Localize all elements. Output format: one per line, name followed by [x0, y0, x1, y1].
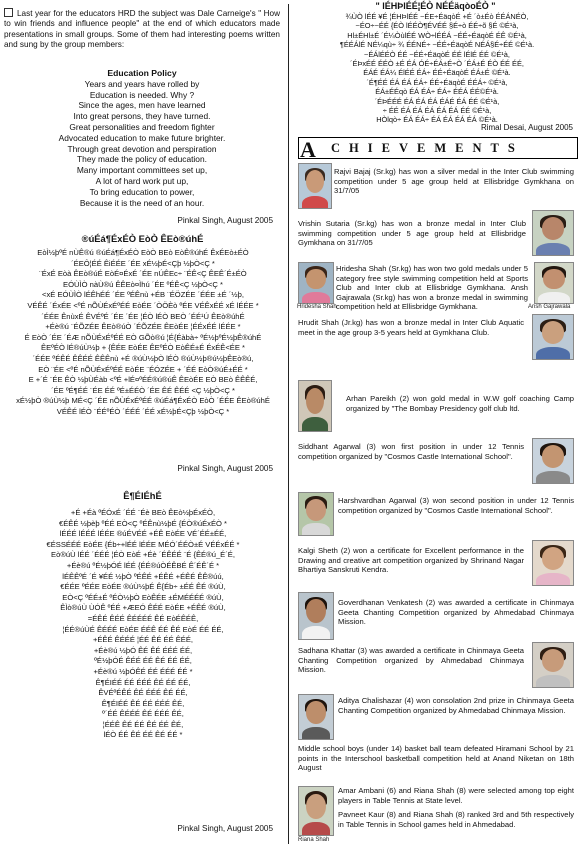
photo-caption: Riana Shah: [298, 837, 330, 843]
achievement-entry: Pavneet Kaur (8) and Riana Shah (8) ranked 3rd and 5th respectively in Table Tennis in School games held in Ahmedabad.: [338, 810, 574, 829]
hindi-line: +ÉÊÉ ÊÉÉÉ ¦ÉÉ ÊÉ ÉÉ ÊÉÉ,: [92, 635, 194, 645]
intro-text: Last year for the educators HRD the subject was Dale Carneige's " How to win friends and influence people" at the end of which educators made presentations in small groups. Some of them had interesting poems written and sung by the group members:: [4, 9, 280, 50]
gujarati-line: ¶ÉÉÁlÉ NÉ¼qù÷ ¾ ÉÉNÉ÷ ~ÉÉ÷ÉäqòÉ NÉÁ§É÷ÉÉ ©É¹à.: [339, 40, 535, 50]
hindi-line: ¦ÉÉÊ ÊÉ ÉÉ ÊÉ ÉÉ ÊÉ,: [102, 719, 184, 729]
hindi-line: ´ÉÉE ºÉÊÉ ÊÊÉÉ ÊÊÊnù +É ®úÙ½þÒ lÉÒ ®úÙ½þ®ú½þÊEò®ú,: [32, 353, 254, 363]
student-photo: [298, 262, 334, 304]
hindi-poem-body: [4, 248, 282, 418]
poem-line: Great personalities and freedom fighter: [69, 121, 215, 132]
poem-line: Through great devotion and perspiration: [67, 143, 217, 154]
poem-line: Education is needed. Why ?: [89, 89, 195, 100]
hindi-line: ´ÉE ºÉ¶ÉÉ ¨ÉE ÉÉ ºÉ±ÉÉÒ ´ÉE ÊÉ ÊÉÉ <Ç ½þÒ<Ç *: [51, 385, 235, 395]
hindi-line: EÒ ¨ÉE <ºÉ nÕÙÉxÉºÉÉ EòÉE ¨ÉÓZÉE + ´ÉÉ EòÒ®úÉ±ÉÉ *: [38, 364, 248, 374]
hindi-line: €ÉÉE ºÉÉE EòÉE ®úÙ½þÉ Ê{Éb÷ ±ÉÉ ÊÉ ®úÙ,: [60, 582, 226, 592]
right-column: [292, 0, 579, 849]
left-column: [0, 0, 285, 849]
hindi-line: ´ÉEÔ¦ÉÉ ÊiÉÉE ´ÉE xÉ½þÉ<Çþ ½þÒ<Ç *: [71, 258, 215, 268]
hindi-line: ºÉ½þÓÉ ÊÉÉ ÉÉ ÊÉ ÉÉ ÉÉ,: [94, 656, 192, 666]
hindi-line: É EòÒ ´ÉE ´ÉÆ nÕÙÉxÉºÉÉ EÒ GÕò®ú ¦É{Éàbà÷ ºÉ½þºÉ½þÊ®úhÉ: [24, 332, 262, 342]
poem-line: To bring education to power,: [89, 186, 195, 197]
hindi-line: +Éè®ú ½þÓ ÊÉ ÊÉ ÉÉÉ ÉÉ,: [93, 645, 193, 655]
gujarati-poem-signature: Rimal Desai, August 2005: [480, 123, 573, 132]
hindi-line: lÉÉÉ lÉÉÉ lÉÉE ®úÉVÉÉ +ÉÊ EòÉE VÉ´ÉÉ±ÉÉ,: [59, 529, 227, 539]
poem-line: Into great persons, they have turned.: [73, 111, 211, 122]
hindi-line: ÊEºÉÒ lÉ®úÙ½þ + {ÊÉE EòÉE ÊEºÉÒ EòÊÉ±É ÉxÉÊ<ÉE *: [41, 343, 245, 353]
hindi-line: ÊVÉºÉÊÉ ÊÉ ÉÉÉ ÊÉ ÉÉ,: [98, 688, 188, 698]
hindi-poem-signature: Pinkal Singh, August 2005: [177, 464, 273, 473]
student-photo: [532, 210, 574, 256]
hindi-line: +Éè®ú ½þÓÊÉ ÉÉ ÉÉÉ ÉÉ *: [93, 666, 193, 676]
poem-line: Many important committees set up,: [76, 165, 208, 176]
poem-line: Years and years have rolled by: [84, 78, 200, 89]
achievements-heading-rest: CHIEVEMENTS: [331, 141, 524, 155]
photo-caption: Ansh Gajrawala: [528, 304, 571, 310]
hindi-line: €ÉÊÉ ½þèþ ºÉÉ EÒ<Ç ºÉÊnù½þÉ {ÉÒ®úÉxÉÒ *: [59, 518, 227, 528]
student-photo: [534, 262, 574, 304]
hindi-line: Ê¶ÉIÉÉ ÊÉ ÉÉ ÉÉÉ ÊÉ,: [101, 698, 185, 708]
hindi-line: xÉ½þÒ ®úÙ½þ MÉ<Ç ´ÉE nÕÙÉxÉºÉÉ ®úÉá¶ÉxÉÒ EòÒ ´ÉÉE ÊEò®úhÉ: [16, 396, 270, 406]
hindi-line: ´ÉÉE ÊnùxÉ ÊVÉºÉ ´ÉE ´ÉE ¦ÉÒ lÉÒ BEÒ ´ÉÉ¹Ú ÊEò®úhÉ: [41, 311, 245, 321]
achievement-entry: Aditya Chalishazar (4) won consolation 2nd prize in Chinmaya Geeta Chanting Competition organized by Ahmedabad Chinmaya Mission.: [338, 696, 574, 715]
shikshan-poem-title: Ê¶ÉIÉhÉ: [123, 490, 162, 501]
gujarati-line: ~ÉÁlÉÉÒ ÉÉ ~ÉÉ÷ÉäqòÉ ÉÉ lÉlÉ ÉÉ ©É¹à,: [364, 49, 510, 59]
gujarati-poem-title: " lÉHÞlÉÉ¦ÉÒ NÉÉäqòoÉÒ ": [375, 1, 496, 11]
poem-line: Since the ages, men have learned: [78, 100, 206, 111]
hindi-line: Ê¶ÉIÉÉ ÉÉ ÉÉÉ ÊÉ ÉÉ ÉÉ,: [95, 677, 191, 687]
gujarati-line: ¾ÙÒ lÉÉ ¥É ¦ÉHÞlÉÉ ~ÉE÷ÉäqòÉ +É ´ò±Éò ÉÉÁNÉÒ,: [345, 12, 529, 21]
gujarati-line: ´É¶ÉÉ ÉÁ ÉÁ ÉÁ÷ ÉÉ÷ÉäqòÉ ÉÉÁ÷ ©É¹à,: [366, 77, 508, 87]
gujarati-line: ÉÁ±ÉÉqò ÉÁ ÉÁ÷ ÉÁ÷ ÉÉÁ ÉÉ©É¹à.: [375, 87, 499, 97]
achievement-entry: Amar Ambani (6) and Riana Shah (8) were selected among top eight players in Table Tennis at State level.: [338, 786, 574, 805]
gujarati-line: ~ÉO÷~ÉÉ {ÉÒ lÉÉÒ¶ÉVÉÉ §É÷ò ÉÉ÷õ §É ©É¹à,: [355, 21, 519, 31]
achievement-entry: Hridesha Shah (Sr.kg) has won two gold medals under 5 category free style swimming competition held at Sports Club and Inter club at Ellisbridge Gymkhana. Ansh Gajrawala (Sr.kg) has won a bronze medal in swimming competition held at Ellisbridge Gymkhana.: [336, 264, 528, 312]
hindi-line: +Éè®ú ºÉ½þÓÉ lÉÉ {ÉÉ®úÒÉÊBÉ Ê´ÉÊ´É *: [66, 560, 220, 570]
student-photo: [298, 380, 332, 432]
poem-line: Because it is the need of an hour.: [79, 197, 205, 208]
poem-title: Education Policy: [107, 68, 177, 78]
gujarati-poem-body: [300, 12, 574, 125]
student-photo: [532, 540, 574, 586]
achievement-entry: Kalgi Sheth (2) won a certificate for Excellent performance in the Drawing and creative art competition organized by Shrinand Nagar Bhartiya Sanskruti Kendra.: [298, 546, 524, 575]
poem-line: A lot of hard work put up,: [95, 175, 189, 186]
achievement-entry: Sadhana Khattar (3) was awarded a certificate in Chinmaya Geeta Chanting Competition organized by Ahmedabad Chinmaya Mission.: [298, 646, 524, 675]
achievement-entry: Harshvardhan Agarwal (3) won second position in under 12 Tennis competition organized by "Cosmos Castle International School".: [338, 496, 574, 515]
education-policy-poem: [4, 68, 280, 208]
student-photo: [298, 492, 334, 536]
hindi-line: +É +Éà ºÉÓxÉ ´ÉÉ ¨Éè BEò ÊEò½þÉxÉÒ,: [70, 508, 216, 517]
achievement-entry: Hrudit Shah (Jr.kg) has won a bronze medal in Inter Club Aquatic meet in the age group 3-5 years held at Gymkhana Club.: [298, 318, 524, 337]
photo-caption: Hridesha Shah: [297, 304, 337, 310]
hindi-line: EÓÙÌÒ nàÙ®ú ÊÊEò¤Ìhú ´ÉE ºÉÊ<Ç ½þÒ<Ç *: [63, 279, 223, 289]
achievement-entry: Arhan Pareikh (2) won gold medal in W.W golf coaching Camp organized by "The Bombay Presidency golf club ltd.: [346, 394, 574, 413]
hindi-line: VÉÊÉ lÉÒ ¨ÉÉºÉÒ ´ÉÉÉ ´ÉÉ xÉ½þÉ<Çþ ½þÒ<Ç *: [56, 406, 230, 416]
student-photo: [298, 592, 334, 640]
student-photo: [298, 163, 332, 209]
gujarati-line: ´ÉÞÉÉÉ ÉÁ ÉÁ ÉÁ ÉÁÉ ÉÁ ÉÉ ©É¹à,: [374, 96, 500, 106]
hindi-line: º´ÉÉ ÊÉÉÉ ÊÉ ÉÉÉ ÊÉ,: [102, 709, 184, 719]
hindi-line: VÉÊÉ ´ÉxÉE <ºÉ nÕÙÉxÉºÉÉ EòÉE ´ÒÖÈò ºÉE VÉÊxÉÉ xÉ lÉÉE *: [27, 300, 259, 310]
hindi-line: EÒ<Ç ºÉÉ±É ºÉÒ½þÒ EòÊÉE ±ÉMÉÉÉÉ ®úÙ,: [62, 592, 224, 602]
student-photo: [298, 786, 334, 836]
achievement-entry: Rajvi Bajaj (Sr.kg) has won a silver medal in the Inter Club swimming competition under 5 age group held at Ellisbridge Gymkhana on 31/7/05: [334, 167, 574, 196]
hindi-line: =ÉÊÉ ÊÉÉ ÊÉÉÉÉ ÊÉ EòÉÊÉÊ,: [87, 613, 199, 623]
student-photo: [532, 438, 574, 484]
achievement-entry: Middle school boys (under 14) basket ball team defeated Hiramani School by 21 points in the Interschool basketball competition held at Anand Niketan on 18th August: [298, 744, 574, 773]
column-divider: [288, 4, 289, 844]
hindi-line: Eò®úÙ lÉÉ ´ÉÉÉ ¦ÉÒ EòÉ +Éè ´ÉÊÉÉ ¨É {ÊÉ®ú_É´É,: [51, 550, 235, 560]
hindi-line: ÊÌò®úÙ ÙÓÊ ºÉÉ +ÆEÓ ÊÉÉ EòÉE +ÉÊÉ ®úÙ,: [60, 603, 226, 613]
student-photo: [532, 642, 574, 688]
hindi-line: lÉÊÊºÉ ´É ¥ÉÉ ½þÒ ºÉÊÉ +ÉÊÉ +ÉÊÉ ÊÊ®úú,: [62, 571, 224, 581]
poem-line: Advocated education to make future brighter.: [58, 132, 226, 143]
student-photo: [298, 694, 334, 740]
hindi-poem-title: ®úÉá¶ÉxÉÒ EòÒ ÊEò®úhÉ: [81, 233, 204, 244]
hindi-line: ¨ÉxÉ Eòà ÊEò®úÉ EòÉ¤ÉxÉ ´ÉE nÚÊEc÷ ¨ÉÊ<Ç ÊEÊ´É±ÉÒ: [39, 269, 247, 279]
student-photo: [532, 314, 574, 360]
hindi-line: +Éè®ú ¨ÉÕZÉE ÊEò®úÒ ´ÉÕZÉE ÊEòÉE ¦ÉÉxÉÉ lÉÉE *: [45, 322, 241, 332]
hindi-line: EòÌ½þºÉ nÙÊ®ú ®úÉá¶ÉxÉÒ EòÒ BEò EòÊ®úhÉ ÊxÉEò±ÉÒ: [37, 248, 249, 257]
bullet-square-icon: [4, 8, 13, 17]
hindi-line: lÉÒ ÉÉ ÊÉ ÉÉ ÊÉ ÉÉ *: [103, 730, 183, 740]
achievement-entry: Vrishin Sutaria (Sr.kg) has won a bronze medal in Inter Club swimming competition under 5 age group held at Ellisbridge Gymkhana on 31/7/05: [298, 219, 526, 248]
shikshan-poem-signature: Pinkal Singh, August 2005: [177, 824, 273, 833]
gujarati-line: ´ÉÞxÉÉ ÉÉÒ ±É ÉÁ ÓÉ÷ÉÁ±É÷Ò ´ÉÁ±É ÉÒ ÉÉ ÉÉ,: [350, 59, 524, 69]
poem-signature: Pinkal Singh, August 2005: [177, 216, 273, 225]
gujarati-line: ÷ ÉÉ ÉÁ ÉÁ ÉÁ ÉÁ ÉÁ ÉÉ ©É¹à,: [382, 106, 492, 116]
hindi-line: <xÉ EÓÙÌÒ lÉÊhÉÉ ´ÉE ºÉÊnù +ÉB ¨ÉÖZÉE ´ÉÉE ±É ´½þ,: [42, 290, 244, 300]
intro-paragraph: [4, 8, 280, 51]
gujarati-line: ÉÁÉ ÉÁ¼ ÉlÉÉ ÉÁ÷ ÉÉ÷ÉäqòÉ ÉÁ±É ©É¹à.: [363, 68, 511, 78]
hindi-line: E +´É ¨ÉE ÊÒ ½þÙÉàb <ºÉ +lÉ¤ºÉÉ®ú®úÊ ÊEòÉE EÒ BEò ÊÊÊÉ,: [28, 375, 258, 385]
gujarati-line: HÒlqò÷ ÉÁ ÉÁ÷ ÉÁ ÉÁ ÉÁ ÉÁ ©É¹à.: [376, 115, 498, 125]
hindi-line: €ÉSSÉÉÉ EòÉE {Éb÷+lÉÉ lÉÉE MÉÓ´ÉÉÒ±É VÉÉxÉÉ *: [46, 539, 240, 549]
poem-line: They made the policy of education.: [77, 154, 207, 165]
achievements-heading: [298, 137, 578, 162]
achievement-entry: Goverdhanan Venkatesh (2) was awarded a certificate in Chinmaya Geeta Chanting Competition organized by Ahmedabad Chinmaya Mission.: [338, 598, 574, 627]
achievements-heading-initial: A: [300, 137, 316, 162]
gujarati-line: Hl±ÉHl±É ´É¼ÒùlÉÉ WÒ÷lÉÉÁ ~ÉÉ÷ÉäqòÉ ÉÊ ©É¹à,: [347, 30, 527, 40]
shikshan-poem-body: [4, 508, 282, 741]
hindi-line: ¦ÉÉ®úÙÉ ÊÉÉÉ EòÉE ÉÉÊ ÉÉ ÊÉ EòÉ ÉÉ ÉÉ,: [62, 624, 224, 634]
achievement-entry: Siddhant Agarwal (3) won first position in under 12 Tennis competition organized by "Cosmos Castle International School".: [298, 442, 524, 461]
